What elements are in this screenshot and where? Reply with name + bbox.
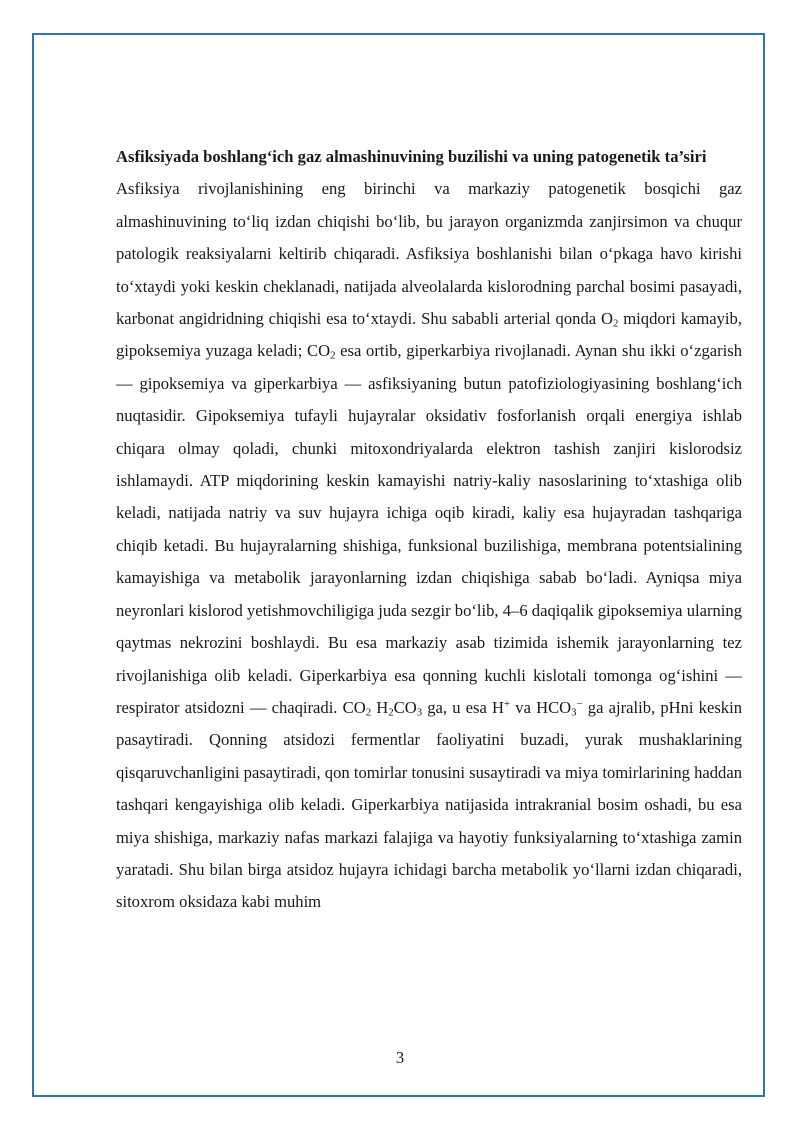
- text-segment: ga ajralib, pHni keskin pasaytiradi. Qonning atsidozi fermentlar faoliyatini buzadi, yurak mushaklarining qisqaruvchanligini pasaytiradi, qon tomirlar tonusini susaytiradi va miya tomirlarining haddan tashqari kengayishiga olib keladi. Giperkarbiya natijasida intrakranial bosim oshadi, bu esa miya shishiga, markaziy nafas markazi falajiga va hayotiy funksiyalarning to‘xtashiga zamin yaratadi. Shu bilan birga atsidoz hujayra ichidagi barcha metabolik yo‘llarni izdan chiqaradi, sitoxrom oksidaza kabi muhim: [116, 697, 743, 912]
- text-segment: esa ortib, giperkarbiya rivojlanadi. Aynan shu ikki o‘zgarish — gipoksemiya va giperkarbiya — asfiksiyaning butun patofiziologiyasining boshlang‘ich nuqtasidir. Gipoksemiya tufayli hujayralar oksidativ fosforlanish orqali energiya ishlab chiqara olmay qoladi, chunki mitoxondriyalarda elektron tashish zanjiri kislorodsiz ishlamaydi. ATP miqdorining keskin kamayishi natriy-kaliy nasoslarining to‘xtashiga olib keladi, natijada natriy va suv hujayra ichiga oqib kiradi, kaliy esa hujayradan tashqariga chiqib ketadi. Bu hujayralarning shishiga, funksional buzilishiga, membrana potentsialining kamayishiga va metabolik jarayonlarning izdan chiqishiga sabab bo‘ladi. Ayniqsa miya neyronlari kislorod yetishmovchiligiga juda sezgir bo‘lib, 4–6 daqiqalik gipoksemiya ularning qaytmas nekrozini boshlaydi. Bu esa markaziy asab tizimida ishemik jarayonlarning tez rivojlanishiga olib keladi. Giperkarbiya esa qonning kuchli kislotali tomonga og‘ishini — respirator atsidozni — chaqiradi. CO: [116, 341, 742, 717]
- text-segment: H: [371, 697, 389, 717]
- text-segment: va HCO: [510, 697, 572, 717]
- section-heading: Asfiksiyada boshlang‘ich gaz almashinuvining buzilishi va uning patogenetik ta’siri: [116, 147, 707, 166]
- document-content: [116, 141, 742, 919]
- subscript: 2: [330, 350, 336, 363]
- subscript: 3: [571, 706, 577, 719]
- subscript: 2: [388, 706, 394, 719]
- page-number: 3: [395, 1048, 405, 1067]
- superscript: +: [504, 697, 511, 710]
- body-paragraph: [116, 173, 742, 918]
- text-segment: Asfiksiya rivojlanishining eng birinchi va markaziy patogenetik bosqichi gaz almashinuvining to‘liq izdan chiqishi bo‘lib, bu jarayon organizmda zanjirsimon va chuqur patologik reaksiyalarni keltirib chiqaradi. Asfiksiya boshlanishi bilan o‘pkaga havo kirishi to‘xtaydi yoki keskin cheklanadi, natijada alveolalarda kislorodning parchal bosimi pasayadi, karbonat angidridning chiqishi esa to‘xtaydi. Shu sababli arterial qonda O: [116, 179, 742, 329]
- subscript: 2: [365, 706, 372, 719]
- text-segment: ga, u esa H: [422, 697, 505, 717]
- subscript: 3: [416, 706, 423, 719]
- text-segment: CO: [393, 697, 417, 717]
- subscript: 2: [612, 317, 619, 330]
- text-segment: miqdori kamayib, gipoksemiya yuzaga keladi; CO: [116, 309, 742, 361]
- superscript: −: [576, 697, 583, 710]
